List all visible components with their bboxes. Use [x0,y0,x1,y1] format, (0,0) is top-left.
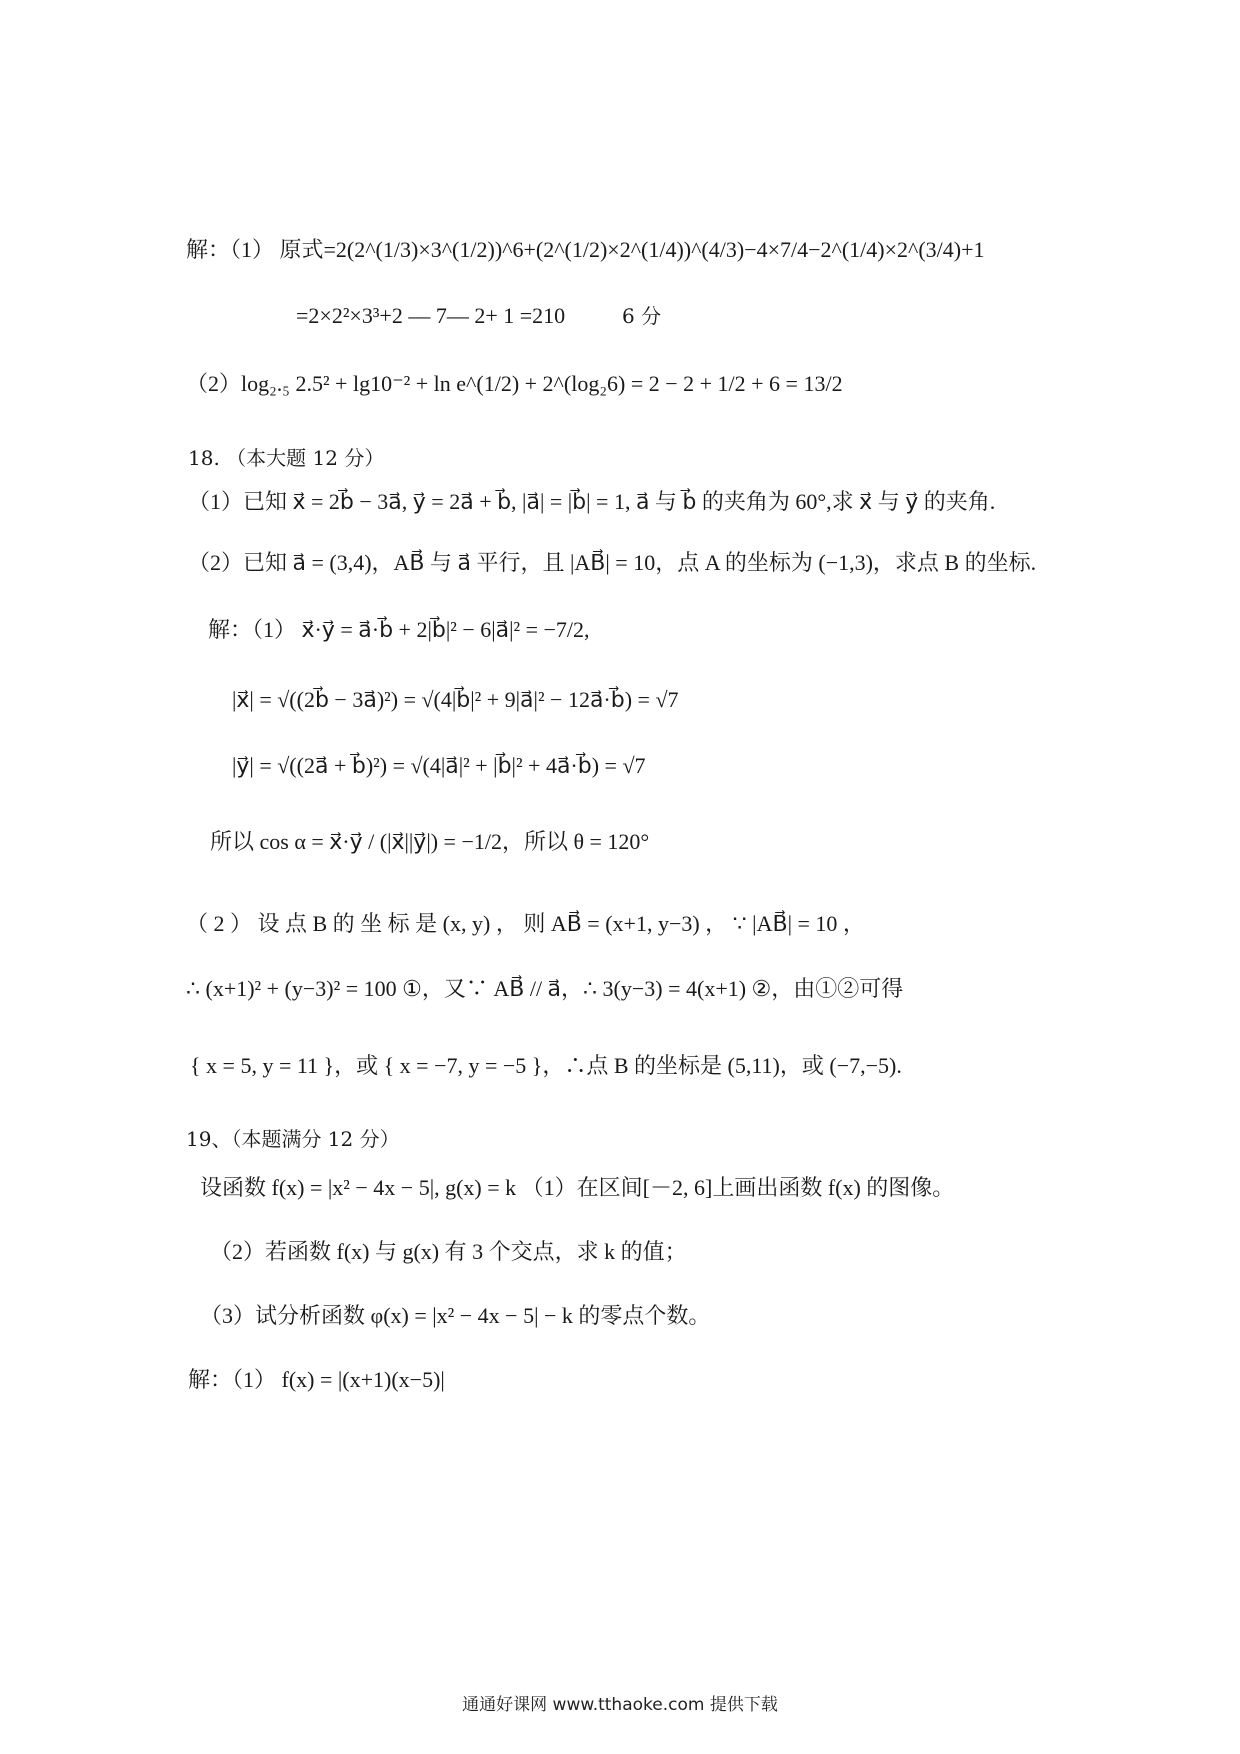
q19-title: 19、（本题满分 12 分） [186,1127,400,1151]
q18-part1: （1）已知 x⃗ = 2b⃗ − 3a⃗, y⃗ = 2a⃗ + b⃗, |a⃗| = |b⃗| = 1, a⃗ 与 b⃗ 的夹角为 60°,求 x⃗ 与 y⃗ 的夹角. [188,489,996,514]
q18-sol1-line1: 解：（1） x⃗·y⃗ = a⃗·b⃗ + 2|b⃗|² − 6|a⃗|² = −7/2, [208,617,590,642]
q19-line1: 设函数 f(x) = |x² − 4x − 5|, g(x) = k （1）在区间[－2, 6]上画出函数 f(x) 的图像。 [200,1175,955,1200]
q18-sol1-line4: 所以 cos α = x⃗·y⃗ / (|x⃗||y⃗|) = −1/2，所以 θ = 120° [210,829,650,854]
sol17-part1-line2: =2×2²×3³+2 — 7— 2+ 1 =210 [296,303,566,328]
q19-line2: （2）若函数 f(x) 与 g(x) 有 3 个交点，求 k 的值； [210,1239,687,1264]
q18-sol2-line3: { x = 5, y = 11 }，或 { x = −7, y = −5 }，∴点 B 的坐标是 (5,11)，或 (−7,−5). [190,1053,902,1078]
sol17-part1-line1: 解：（1） 原式=2(2^(1/3)×3^(1/2))^6+(2^(1/2)×2^(1/4))^(4/3)−4×7/4−2^(1/4)×2^(3/4)+1 [186,237,985,262]
q19-line3: （3）试分析函数 φ(x) = |x² − 4x − 5| − k 的零点个数。 [200,1303,711,1328]
q19-solution: 解：（1） f(x) = |(x+1)(x−5)| [188,1367,445,1392]
q18-sol1-line2: |x⃗| = √((2b⃗ − 3a⃗)²) = √(4|b⃗|² + 9|a⃗|² − 12a⃗·b⃗) = √7 [232,687,679,712]
sol17-score: 6 分 [622,304,662,328]
q18-title: 18. （本大题 12 分） [188,446,385,470]
q18-part2: （2）已知 a⃗ = (3,4)，AB⃗ 与 a⃗ 平行，且 |AB⃗| = 10，点 A 的坐标为 (−1,3)，求点 B 的坐标. [188,550,1037,575]
sol17-part2: （2）log₂.₅ 2.5² + lg10⁻² + ln e^(1/2) + 2^(log₂6) = 2 − 2 + 1/2 + 6 = 13/2 [186,371,843,396]
q18-sol2-line1: （ 2 ） 设 点 B 的 坐 标 是 (x, y) ， 则 AB⃗ = (x+1, y−3) ， ∵ |AB⃗| = 10 ， [186,911,865,936]
q18-sol1-line3: |y⃗| = √((2a⃗ + b⃗)²) = √(4|a⃗|² + |b⃗|² + 4a⃗·b⃗) = √7 [232,753,646,778]
footer: 通通好课网 www.tthaoke.com 提供下载 [462,1695,778,1715]
q18-sol2-line2: ∴ (x+1)² + (y−3)² = 100 ①，又∵ AB⃗ // a⃗，∴ 3(y−3) = 4(x+1) ②，由①②可得 [186,976,904,1001]
